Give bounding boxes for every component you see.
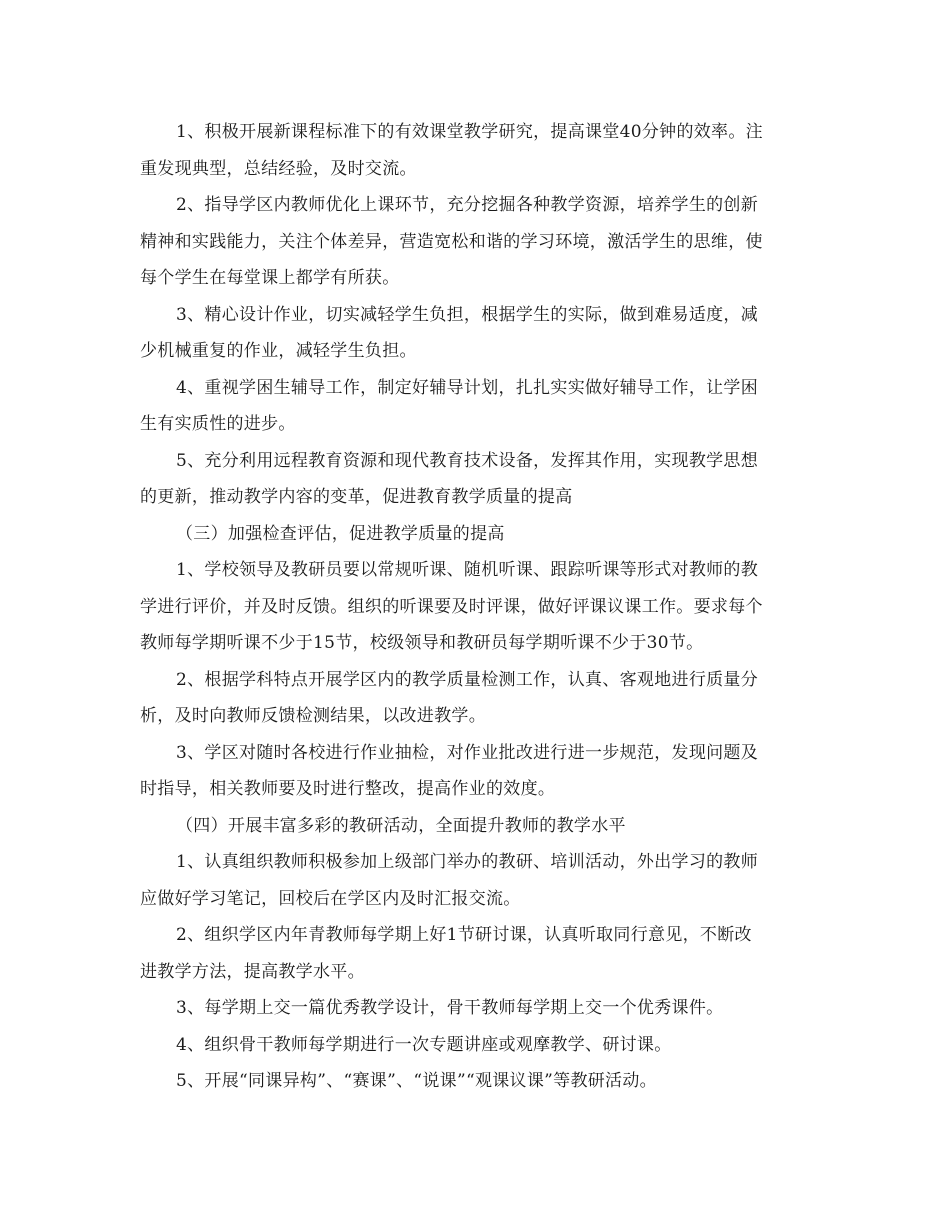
paragraph-1: 1、积极开展新课程标准下的有效课堂教学研究，提高课堂40分钟的效率。注 重发现典型，总结经验，及时交流。 <box>140 122 763 179</box>
paragraph-12: 4、组织骨干教师每学期进行一次专题讲座或观摩教学、研讨课。 <box>176 1034 672 1055</box>
paragraph-3: 3、精心设计作业，切实减轻学生负担，根据学生的实际，做到难易适度，减 少机械重复的作业，减轻学生负担。 <box>140 304 759 361</box>
section-heading-3: （三）加强检查评估，促进教学质量的提高 <box>176 523 505 544</box>
paragraph-2: 2、指导学区内教师优化上课环节，充分挖掘各种教学资源，培养学生的创新 精神和实践能力，关注个体差异，营造宽松和谐的学习环境，激活学生的思维，使 每个学生在每堂课上都学有所获。 <box>140 195 763 288</box>
document-page <box>140 114 812 1100</box>
paragraph-11: 3、每学期上交一篇优秀教学设计，骨干教师每学期上交一个优秀课件。 <box>176 998 724 1018</box>
paragraph-7: 2、根据学科特点开展学区内的教学质量检测工作，认真、客观地进行质量分 析，及时向教师反馈检测结果，以改进教学。 <box>140 669 759 726</box>
paragraph-13: 5、开展“同课异构”、“赛课”、“说课”“观课议课”等教研活动。 <box>176 1071 657 1091</box>
paragraph-6: 1、学校领导及教研员要以常规听课、随机听课、跟踪听课等形式对教师的教 学进行评价，并及时反馈。组织的听课要及时评课，做好评课议课工作。要求每个 教师每学期听课不少于15节，校级领导和教研员每学期听课不少于30节。 <box>140 560 763 653</box>
paragraph-4: 4、重视学困生辅导工作，制定好辅导计划，扎扎实实做好辅导工作，让学困 生有实质性的进步。 <box>140 377 759 434</box>
paragraph-9: 1、认真组织教师积极参加上级部门举办的教研、培训活动，外出学习的教师 应做好学习笔记，回校后在学区内及时汇报交流。 <box>140 852 759 909</box>
paragraph-8: 3、学区对随时各校进行作业抽检，对作业批改进行进一步规范，发现问题及 时指导，相关教师要及时进行整改，提高作业的效度。 <box>140 742 759 799</box>
paragraph-5: 5、充分利用远程教育资源和现代教育技术设备，发挥其作用，实现教学思想 的更新，推动教学内容的变革，促进教育教学质量的提高 <box>140 450 759 507</box>
paragraph-10: 2、组织学区内年青教师每学期上好1节研讨课，认真听取同行意见，不断改 进教学方法，提高教学水平。 <box>140 925 752 982</box>
section-heading-4: （四）开展丰富多彩的教研活动，全面提升教师的教学水平 <box>176 815 626 836</box>
